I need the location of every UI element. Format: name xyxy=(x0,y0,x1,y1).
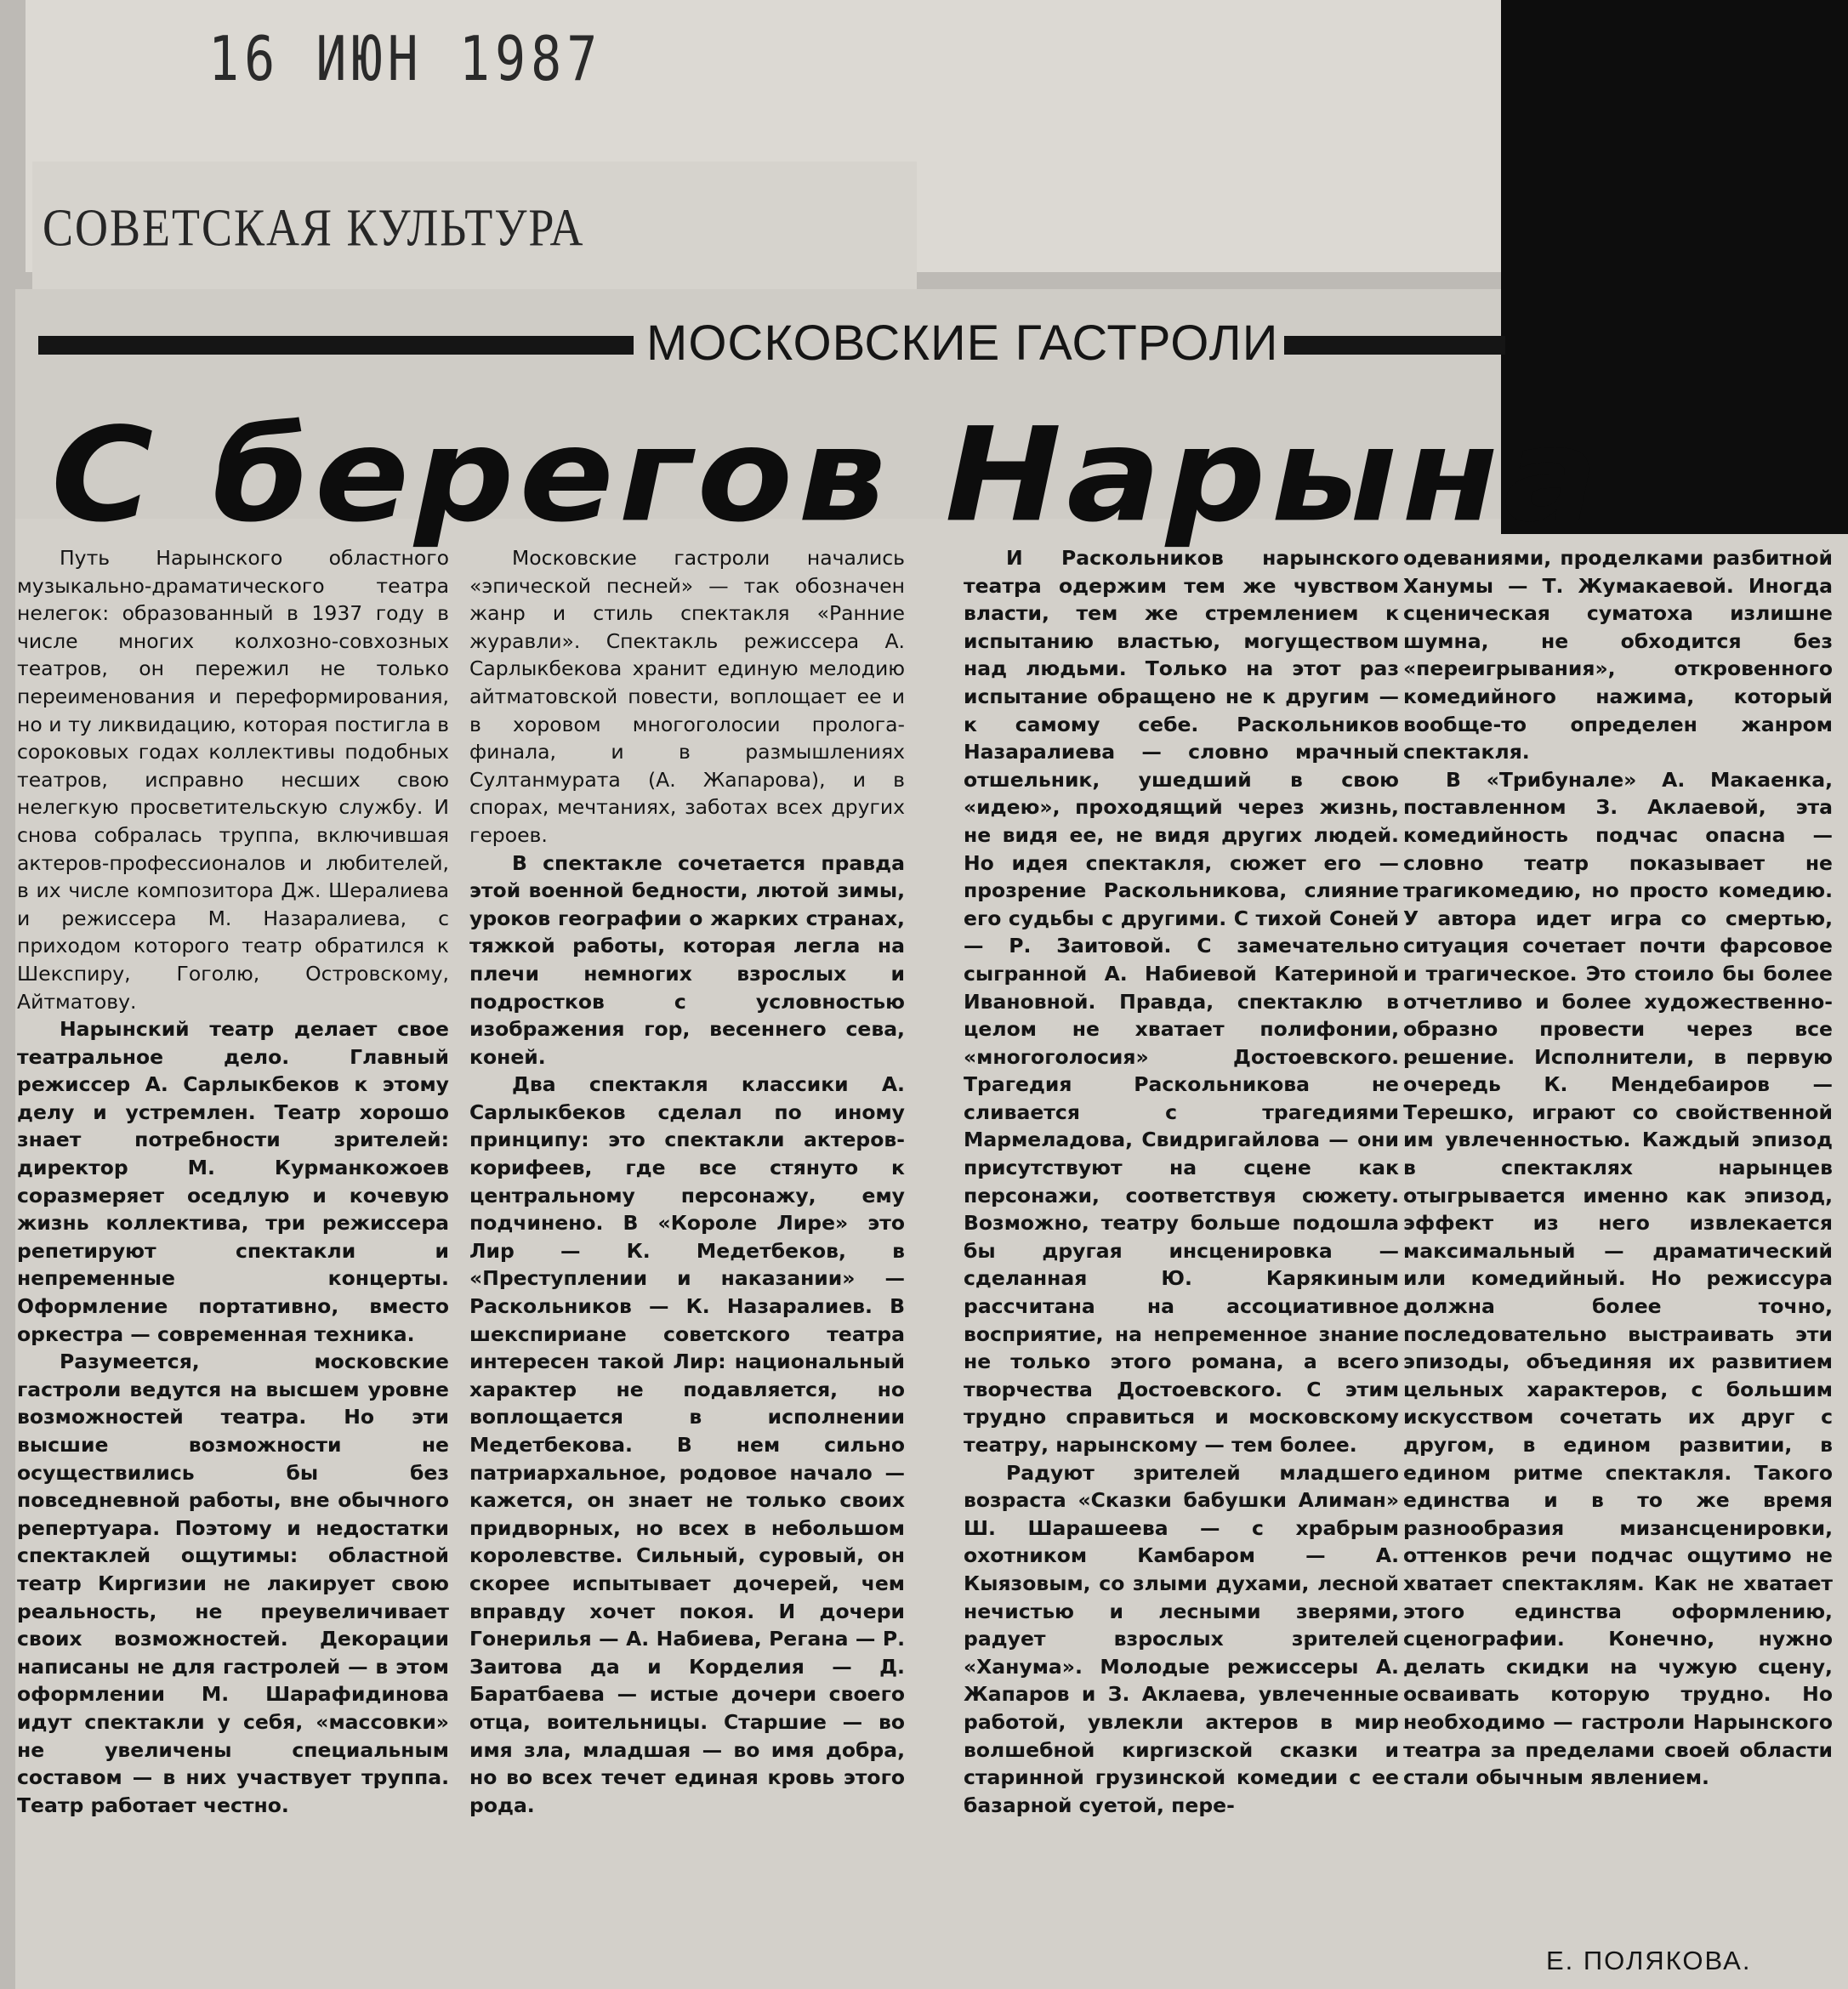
article-author: Е. ПОЛЯКОВА. xyxy=(1546,1946,1752,1975)
newspaper-name: СОВЕТСКАЯ КУЛЬТУРА xyxy=(43,198,585,258)
paragraph: Путь Нарынского областного музыкально-драматического театра нелегок: образованный в 1937 году в числе многих колхозно-совхозных театров, он пережил не только переименования и переформирования, но и ту ликвидацию, которая постигла в сороковых годах коллективы подобных театров, исправно несших свою нелегкую просветительскую службу. И снова собралась труппа, включившая актеров-профессионалов и любителей, в их числе композитора Дж. Шералиева и режиссера М. Назаралиева, с приходом которого театр обратился к Шекспиру, Гоголю, Островскому, Айтматову. xyxy=(17,546,449,1014)
article-column-3 xyxy=(964,544,1399,1819)
article-column-1 xyxy=(17,544,449,1819)
paragraph: Нарынский театр делает свое театральное дело. Главный режиссер А. Сарлыкбеков к этому делу и устремлен. Театр хорошо знает потребности зрителей: директор М. Курманкожоев соразмеряет оседлую и кочевую жизнь коллектива, три режиссера репетируют спектакли и непременные концерты. Оформление портативно, вместо оркестра — современная техника. xyxy=(17,1017,449,1346)
paragraph: В «Трибунале» А. Макаенка, поставленном З. Аклаевой, эта комедийность подчас опасна — словно театр показывает не трагикомедию, но просто комедию. У автора идет игра со смертью, ситуация сочетает почти фарсовое и трагическое. Это стоило бы более отчетливо и более художественно-образно провести через все решение. Исполнители, в первую очередь К. Мендебаиров — Терешко, играют со свойственной им увлеченностью. Каждый эпизод в спектаклях нарынцев отыгрывается именно как эпизод, эффект из него извлекается максимальный — драматический или комедийный. Но режиссура должна более точно, последовательно выстраивать эти эпизоды, объединяя их развитием цельных характеров, с большим искусством сочетать их друг с другом, в едином развитии, в едином ритме спектакля. Такого единства и в то же время разнообразия мизансценировки, оттенков речи подчас ощутимо не хватает спектаклям. Как не хватает этого единства оформлению, сценографии. Конечно, нужно делать скидки на чужую сцену, осваивать которую трудно. Но необходимо — гастроли Нарынского театра за пределами своей области стали обычным явлением. xyxy=(1403,767,1833,1790)
article-headline: С берегов Нарына xyxy=(51,400,1603,551)
paragraph: Московские гастроли начались «эпической песней» — так обозначен жанр и стиль спектакля «Ранние журавли». Спектакль режиссера А. Сарлыкбекова хранит единую мелодию айтматовской повести, воплощает ее и в хоровом многоголосии пролога-финала, и в размышлениях Султанмурата (А. Жапарова), и в спорах, мечтаниях, заботах всех других героев. xyxy=(469,546,905,847)
paragraph: Разумеется, московские гастроли ведутся на высшем уровне возможностей театра. Но эти высшие возможности не осуществились бы без повседневной работы, вне обычного репертуара. Поэтому и недостатки спектаклей ощутимы: областной театр Киргизии не лакирует свою реальность, не преувеличивает своих возможностей. Декорации написаны не для гастролей — в этом оформлении М. Шарафидинова идут спектакли у себя, «массовки» не увеличены специальным составом — в них участвует труппа. Театр работает честно. xyxy=(17,1350,449,1817)
paragraph: одеваниями, проделками разбитной Ханумы — Т. Жумакаевой. Иногда сценическая суматоха излишне шумна, не обходится без «переигрывания», откровенного комедийного нажима, который вообще-то определен жанром спектакля. xyxy=(1403,546,1833,764)
paragraph: В спектакле сочетается правда этой военной бедности, лютой зимы, уроков географии о жарких странах, тяжкой работы, которая легла на плечи немногих взрослых и подростков с условностью изображения гор, весеннего сева, коней. xyxy=(469,850,905,1069)
date-stamp: 16 ИЮН 1987 xyxy=(208,24,603,95)
article-column-4 xyxy=(1403,544,1833,1792)
paragraph: Радуют зрителей младшего возраста «Сказки бабушки Алиман» Ш. Шарашеева — с храбрым охотником Камбаром — А. Кыязовым, со злыми духами, лесной нечистью и лесными зверями, радует взрослых зрителей «Ханума». Молодые режиссеры А. Жапаров и З. Аклаева, увлеченные работой, увлекли актеров в мир волшебной киргизской сказки и старинной грузинской комедии с ее базарной суетой, пере- xyxy=(964,1460,1399,1817)
rubric-rule-right xyxy=(1284,336,1505,355)
section-rubric: МОСКОВСКИЕ ГАСТРОЛИ xyxy=(646,315,1279,371)
paragraph: Два спектакля классики А. Сарлыкбеков сделал по иному принципу: это спектакли актеров-корифеев, где все стянуто к центральному персонажу, ему подчинено. В «Короле Лире» это Лир — К. Медетбеков, в «Преступлении и наказании» — Раскольников — К. Назаралиев. В шекспириане советского театра интересен такой Лир: национальный характер не подавляется, но воплощается в исполнении Медетбекова. В нем сильно патриархальное, родовое начало — кажется, он знает не только своих придворных, но всех в небольшом королевстве. Сильный, суровый, он скорее испытывает дочерей, чем вправду хочет покоя. И дочери Гонерилья — А. Набиева, Регана — Р. Заитова да и Корделия — Д. Баратбаева — истые дочери своего отца, воительницы. Старшие — во имя зла, младшая — во имя добра, но во всех течет единая кровь этого рода. xyxy=(469,1072,905,1817)
paragraph: И Раскольников нарынского театра одержим тем же чувством власти, тем же стремлением к испытанию властью, могуществом над людьми. Только на этот раз испытание обращено не к другим — к самому себе. Раскольников Назаралиева — словно мрачный отшельник, ушедший в свою «идею», проходящий через жизнь, не видя ее, не видя других людей. Но идея спектакля, сюжет его — прозрение Раскольникова, слияние его судьбы с другими. С тихой Соней — Р. Заитовой. С замечательно сыгранной А. Набиевой Катериной Ивановной. Правда, спектаклю в целом не хватает полифонии, «многоголосия» Достоевского. Трагедия Раскольникова не сливается с трагедиями Мармеладова, Свидригайлова — они присутствуют на сцене как персонажи, соответствуя сюжету. Возможно, театру больше подошла бы другая инсценировка — сделанная Ю. Карякиным рассчитана на ассоциативное восприятие, на непременное знание не только этого романа, а всего творчества Достоевского. С этим трудно справиться и московскому театру, нарынскому — тем более. xyxy=(964,546,1399,1457)
rubric-rule-left xyxy=(38,336,634,355)
article-column-2 xyxy=(469,544,905,1819)
